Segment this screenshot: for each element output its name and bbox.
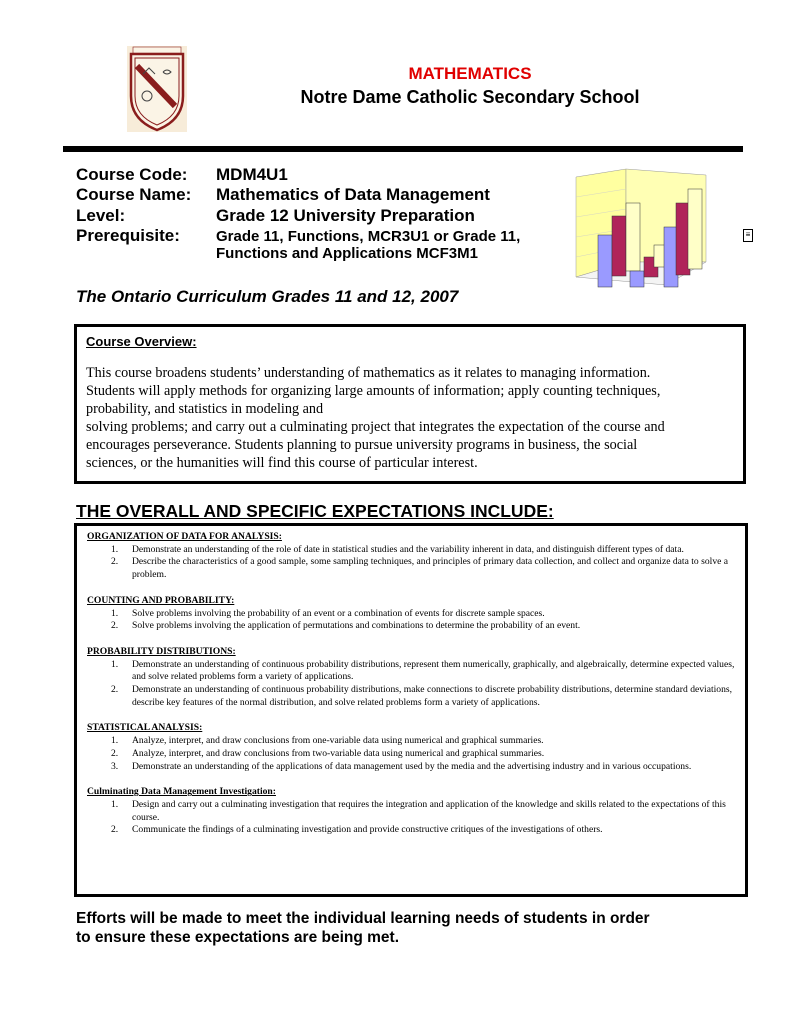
legend-icon: ≡ [743, 229, 753, 242]
course-code-row [76, 165, 288, 185]
list-item: 2. Communicate the findings of a culminating investigation and provide constructive critiques of the investigations of others. [111, 824, 603, 836]
section-title: STATISTICAL ANALYSIS: [87, 722, 203, 734]
header-divider [63, 146, 743, 152]
list-item: 1. Analyze, interpret, and draw conclusions from one-variable data using numerical and graphical summaries. [111, 735, 544, 747]
decorative-bar-chart-image [566, 167, 716, 297]
expectations-content [87, 531, 742, 850]
course-prereq-value-line2: Functions and Applications MCF3M1 [216, 245, 478, 262]
course-name-label: Course Name: [76, 185, 192, 204]
course-overview-text [86, 364, 736, 472]
list-item: 1. Demonstrate an understanding of the role of date in statistical studies and the variability inherent in data, and distinguish different types of data. [111, 543, 684, 555]
section-title: COUNTING AND PROBABILITY: [87, 594, 235, 606]
list-item: 2. Analyze, interpret, and draw conclusions from two-variable data using numerical and graphical summaries. [111, 747, 545, 759]
course-prereq-row [76, 226, 520, 246]
section-title: Culminating Data Management Investigation: [87, 786, 276, 798]
footer-note [76, 909, 736, 947]
school-crest-logo [123, 44, 191, 136]
expectation-section [87, 646, 742, 710]
expectation-section [87, 531, 742, 582]
overview-line: probability, and statistics in modeling and [86, 401, 324, 417]
section-title: PROBABILITY DISTRIBUTIONS: [87, 645, 236, 657]
expectation-section [87, 595, 742, 633]
list-item: 3. Demonstrate an understanding of the applications of data management used by the media and the advertising industry and in various occupations. [111, 760, 692, 772]
course-level-value: Grade 12 University Preparation [216, 206, 475, 225]
overview-line: solving problems; and carry out a culminating project that integrates the expectation of the course and [86, 419, 665, 435]
overview-line: sciences, or the humanities will find this course of particular interest. [86, 455, 478, 471]
school-name: Notre Dame Catholic Secondary School [300, 87, 640, 107]
expectation-section [87, 722, 742, 773]
footer-line: Efforts will be made to meet the individual learning needs of students in order [76, 910, 650, 927]
course-prereq-value-line1: Grade 11, Functions, MCR3U1 or Grade 11, [216, 228, 521, 245]
course-name-value: Mathematics of Data Management [216, 185, 490, 204]
section-title: ORGANIZATION OF DATA FOR ANALYSIS: [87, 531, 282, 542]
list-item: 2. Demonstrate an understanding of continuous probability distributions, make connections to discrete probability distributions, determine standard deviations, describe key features of the normal distribution, and solve related problems form a variety of applications. [111, 684, 733, 708]
expectations-heading: THE OVERALL AND SPECIFIC EXPECTATIONS INCLUDE: [76, 501, 554, 521]
overview-line: This course broadens students’ understanding of mathematics as it relates to managing information. [86, 365, 651, 381]
list-item: 1. Solve problems involving the probability of an event or a combination of events for discrete sample spaces. [111, 607, 545, 619]
list-item: 1. Demonstrate an understanding of continuous probability distributions, represent them numerically, graphically, and algebraically, determine expected values, and solve related problems form a variety of applications. [111, 658, 735, 683]
course-level-row [76, 206, 475, 226]
expectation-section [87, 786, 742, 837]
overview-line: Students will apply methods for organizing large amounts of information; apply counting techniques, [86, 383, 661, 399]
overview-line: encourages perseverance. Students planning to pursue university programs in business, the social [86, 437, 638, 453]
footer-line: to ensure these expectations are being met. [76, 929, 400, 946]
course-name-row [76, 185, 490, 205]
list-item: 1. Design and carry out a culminating investigation that requires the integration and application of the knowledge and skills related to the expectations of this course. [111, 798, 726, 823]
list-item: 2. Solve problems involving the application of permutations and combinations to determine the probability of an event. [111, 620, 581, 632]
subject-title: MATHEMATICS [408, 64, 532, 83]
course-level-label: Level: [76, 206, 126, 225]
list-item: 2. Describe the characteristics of a good sample, some sampling techniques, and principles of primary data collection, and collect and organize data to solve a problem. [111, 556, 729, 581]
course-code-label: Course Code: [76, 165, 188, 184]
curriculum-reference: The Ontario Curriculum Grades 11 and 12, 2007 [76, 287, 459, 306]
course-prereq-label: Prerequisite: [76, 226, 180, 245]
course-overview-title: Course Overview: [86, 334, 197, 349]
course-code-value: MDM4U1 [216, 165, 288, 184]
